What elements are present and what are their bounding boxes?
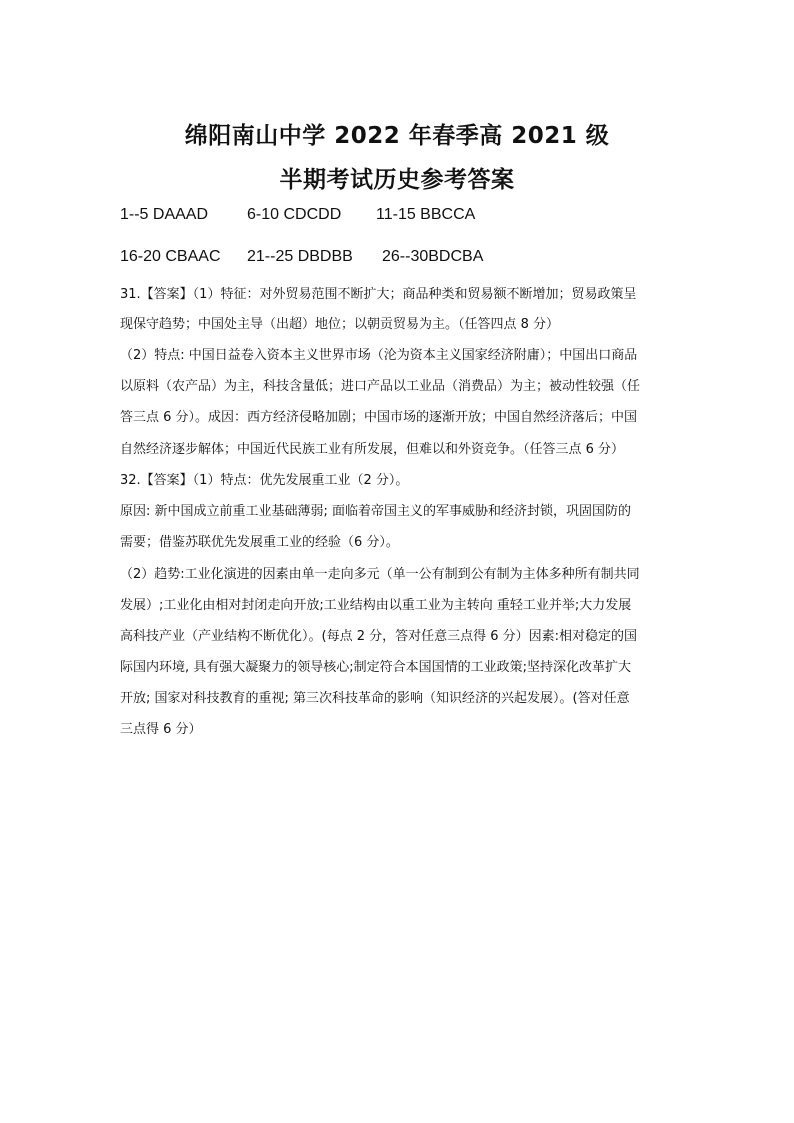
q32-line: 际国内环境, 具有强大凝聚力的领导核心;制定符合本国国情的工业政策;坚持深化改革扩大 — [120, 660, 632, 675]
mc-answer-6-10: 6-10 CDCDD — [247, 206, 342, 223]
q31-line: 自然经济逐步解体；中国近代民族工业有所发展，但难以和外资竞争。（任答三点 6 分） — [120, 442, 625, 457]
mc-answer-11-15: 11-15 BBCCA — [376, 206, 476, 223]
q32-line: 32.【答案】（1）特点：优先发展重工业（2 分）。 — [120, 473, 409, 488]
q31-line: 答三点 6 分）。成因：西方经济侵略加剧；中国市场的逐渐开放；中国自然经济落后；中国 — [120, 410, 638, 425]
mc-answer-16-20: 16-20 CBAAC — [120, 248, 221, 265]
q32-line: 开放; 国家对科技教育的重视; 第三次科技革命的影响（知识经济的兴起发展）。(答对任意 — [120, 691, 630, 706]
q31-line: （2）特点: 中国日益卷入资本主义世界市场（沦为资本主义国家经济附庸）；中国出口商品 — [120, 348, 638, 363]
q31-line: 31.【答案】（1）特征：对外贸易范围不断扩大；商品种类和贸易额不断增加；贸易政策呈 — [120, 287, 637, 302]
q32-line: 发展）;工业化由相对封闭走向开放;工业结构由以重工业为主转向 重轻工业并举;大力发展 — [120, 598, 632, 613]
q32-line: （2）趋势:工业化演进的因素由单一走向多元（单一公有制到公有制为主体多种所有制共同 — [120, 567, 640, 582]
mc-answer-21-25: 21--25 DBDBB — [247, 248, 353, 265]
q32-line: 三点得 6 分） — [120, 722, 202, 737]
q31-line: 现保守趋势；中国处主导（出超）地位；以朝贡贸易为主。（任答四点 8 分） — [120, 317, 560, 332]
q32-line: 需要；借鉴苏联优先发展重工业的经验（6 分）。 — [120, 535, 399, 550]
q32-line: 原因: 新中国成立前重工业基础薄弱; 面临着帝国主义的军事威胁和经济封锁，巩固国防的 — [120, 504, 632, 519]
mc-answer-1-5: 1--5 DAAAD — [120, 206, 209, 223]
q32-line: 高科技产业（产业结构不断优化）。(每点 2 分，答对任意三点得 6 分）因素:相对稳定的国 — [120, 629, 638, 644]
q31-line: 以原料（农产品）为主，科技含量低；进口产品以工业品（消费品）为主；被动性较强（任 — [120, 379, 641, 394]
mc-answer-26-30: 26--30BDCBA — [382, 248, 484, 265]
page-title-line-1: 绵阳南山中学 2022 年春季高 2021 级 — [184, 123, 610, 149]
page-title-line-2: 半期考试历史参考答案 — [279, 167, 515, 193]
